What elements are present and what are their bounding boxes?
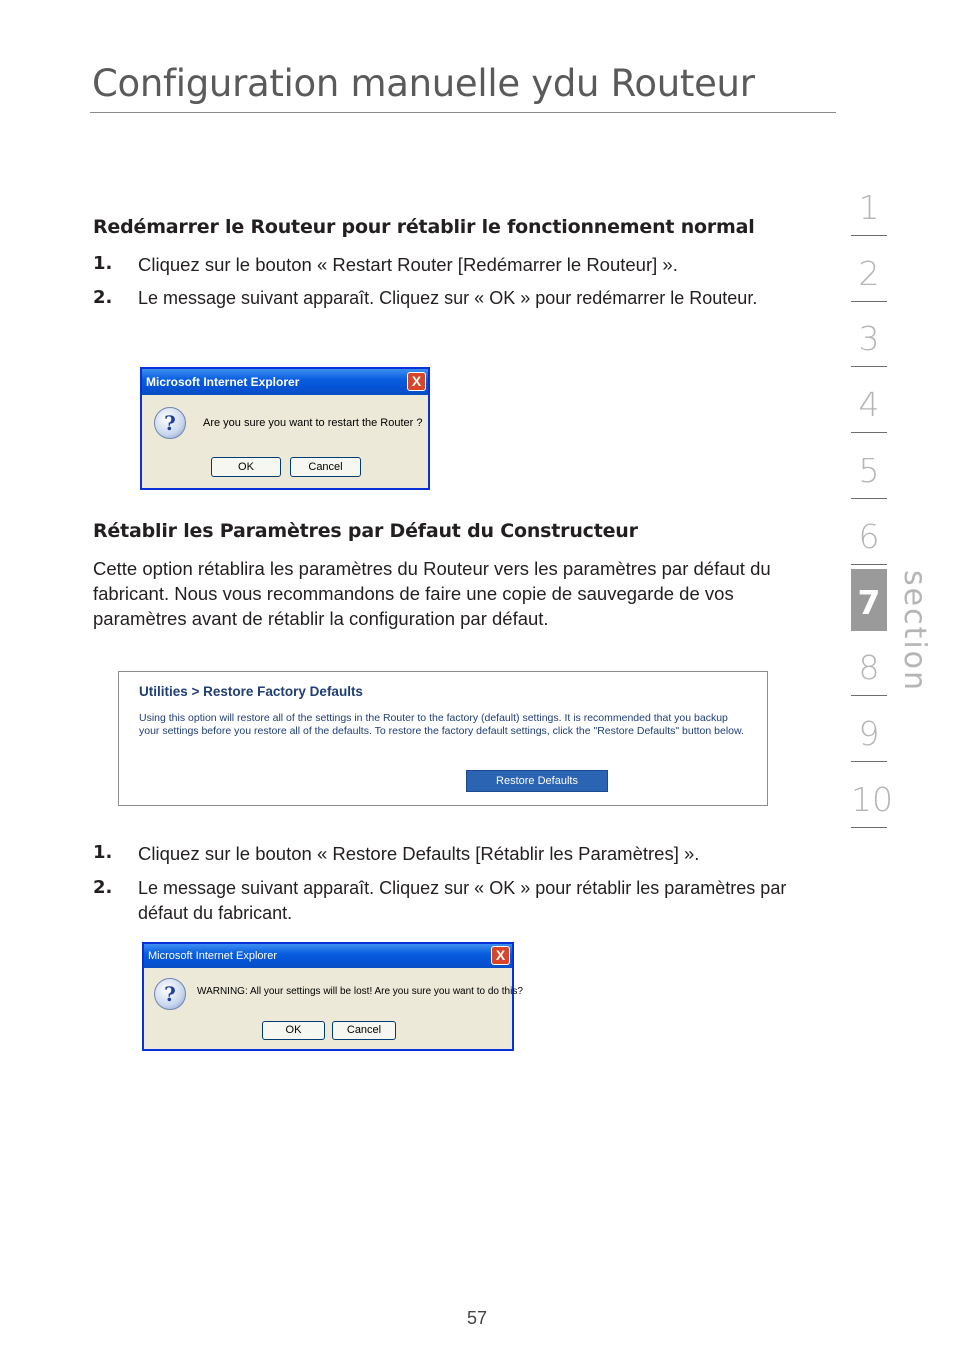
restore-intro: Cette option rétablira les paramètres du Routeur vers les paramètres par défaut du fabricant. Nous vous recommandons de faire une copie de sauvegarde de vos paramètres avant de rétablir la configuration par défaut. [93, 558, 771, 629]
ok-button[interactable]: OK [211, 457, 281, 477]
dialog-titlebar [142, 369, 428, 395]
section-nav-number: 4 [858, 385, 880, 424]
ok-button[interactable]: OK [262, 1021, 325, 1040]
question-icon: ? [154, 407, 186, 439]
section-nav-4[interactable] [851, 371, 887, 433]
restore-defaults-panel [118, 671, 768, 806]
restart-confirm-dialog [140, 367, 430, 490]
section-nav-3[interactable] [851, 305, 887, 367]
section-nav-number: 10 [851, 780, 893, 819]
dialog-message: Are you sure you want to restart the Router ? [203, 417, 423, 429]
section-nav-number: 6 [858, 517, 880, 556]
restore-warning-dialog [142, 942, 523, 1051]
section-nav-number: 3 [858, 319, 880, 358]
close-icon[interactable]: X [407, 372, 426, 391]
step-number: 2. [93, 287, 113, 308]
section-nav-7-active[interactable] [851, 569, 887, 631]
section-nav-2[interactable] [851, 240, 887, 302]
question-icon: ? [154, 978, 186, 1010]
cancel-button[interactable]: Cancel [290, 457, 361, 477]
restore-defaults-button[interactable]: Restore Defaults [466, 770, 608, 792]
page-number: 57 [466, 1308, 488, 1328]
step-number: 1. [93, 253, 113, 274]
dialog-title: Microsoft Internet Explorer [148, 950, 277, 962]
section-nav-6[interactable] [851, 503, 887, 565]
section-nav-10[interactable] [851, 766, 893, 828]
breadcrumb: Utilities > Restore Factory Defaults [139, 684, 363, 699]
dialog-title: Microsoft Internet Explorer [146, 375, 300, 389]
step-text: Le message suivant apparaît. Cliquez sur « OK » pour rétablir les paramètres par défaut du fabricant. [138, 878, 787, 923]
section-nav-number: 7 [857, 583, 881, 622]
section-label: section [897, 570, 932, 693]
section-nav-5[interactable] [851, 437, 887, 499]
title-divider [90, 112, 836, 113]
section-nav-1[interactable] [851, 174, 887, 236]
section-nav-number: 8 [858, 648, 880, 687]
section-nav-8[interactable] [851, 634, 887, 696]
panel-description: Using this option will restore all of the settings in the Router to the factory (default) settings. It is recommended that you backup your settings before you restore all of the defaults. To restore the factory default settings, click the "Restore Defaults" button below. [139, 712, 744, 737]
dialog-message: WARNING: All your settings will be lost! Are you sure you want to do this? [197, 986, 523, 997]
step-text: Cliquez sur le bouton « Restore Defaults [Rétablir les Paramètres] ». [138, 843, 700, 864]
section-nav-9[interactable] [851, 700, 887, 762]
step-text: Le message suivant apparaît. Cliquez sur « OK » pour redémarrer le Routeur. [138, 288, 758, 308]
dialog-titlebar [144, 944, 512, 968]
section-nav-number: 2 [858, 254, 880, 293]
step-number: 2. [93, 877, 113, 898]
step-number: 1. [93, 842, 113, 863]
restore-heading: Rétablir les Paramètres par Défaut du Constructeur [93, 520, 638, 542]
restart-heading: Redémarrer le Routeur pour rétablir le fonctionnement normal [93, 216, 755, 238]
section-nav-number: 1 [858, 188, 880, 227]
section-nav-number: 5 [858, 451, 880, 490]
close-icon[interactable]: X [491, 946, 510, 965]
section-nav-number: 9 [858, 714, 880, 753]
page-title: Configuration manuelle ydu Routeur [92, 62, 755, 105]
step-text: Cliquez sur le bouton « Restart Router [Redémarrer le Routeur] ». [138, 254, 678, 275]
cancel-button[interactable]: Cancel [332, 1021, 396, 1040]
